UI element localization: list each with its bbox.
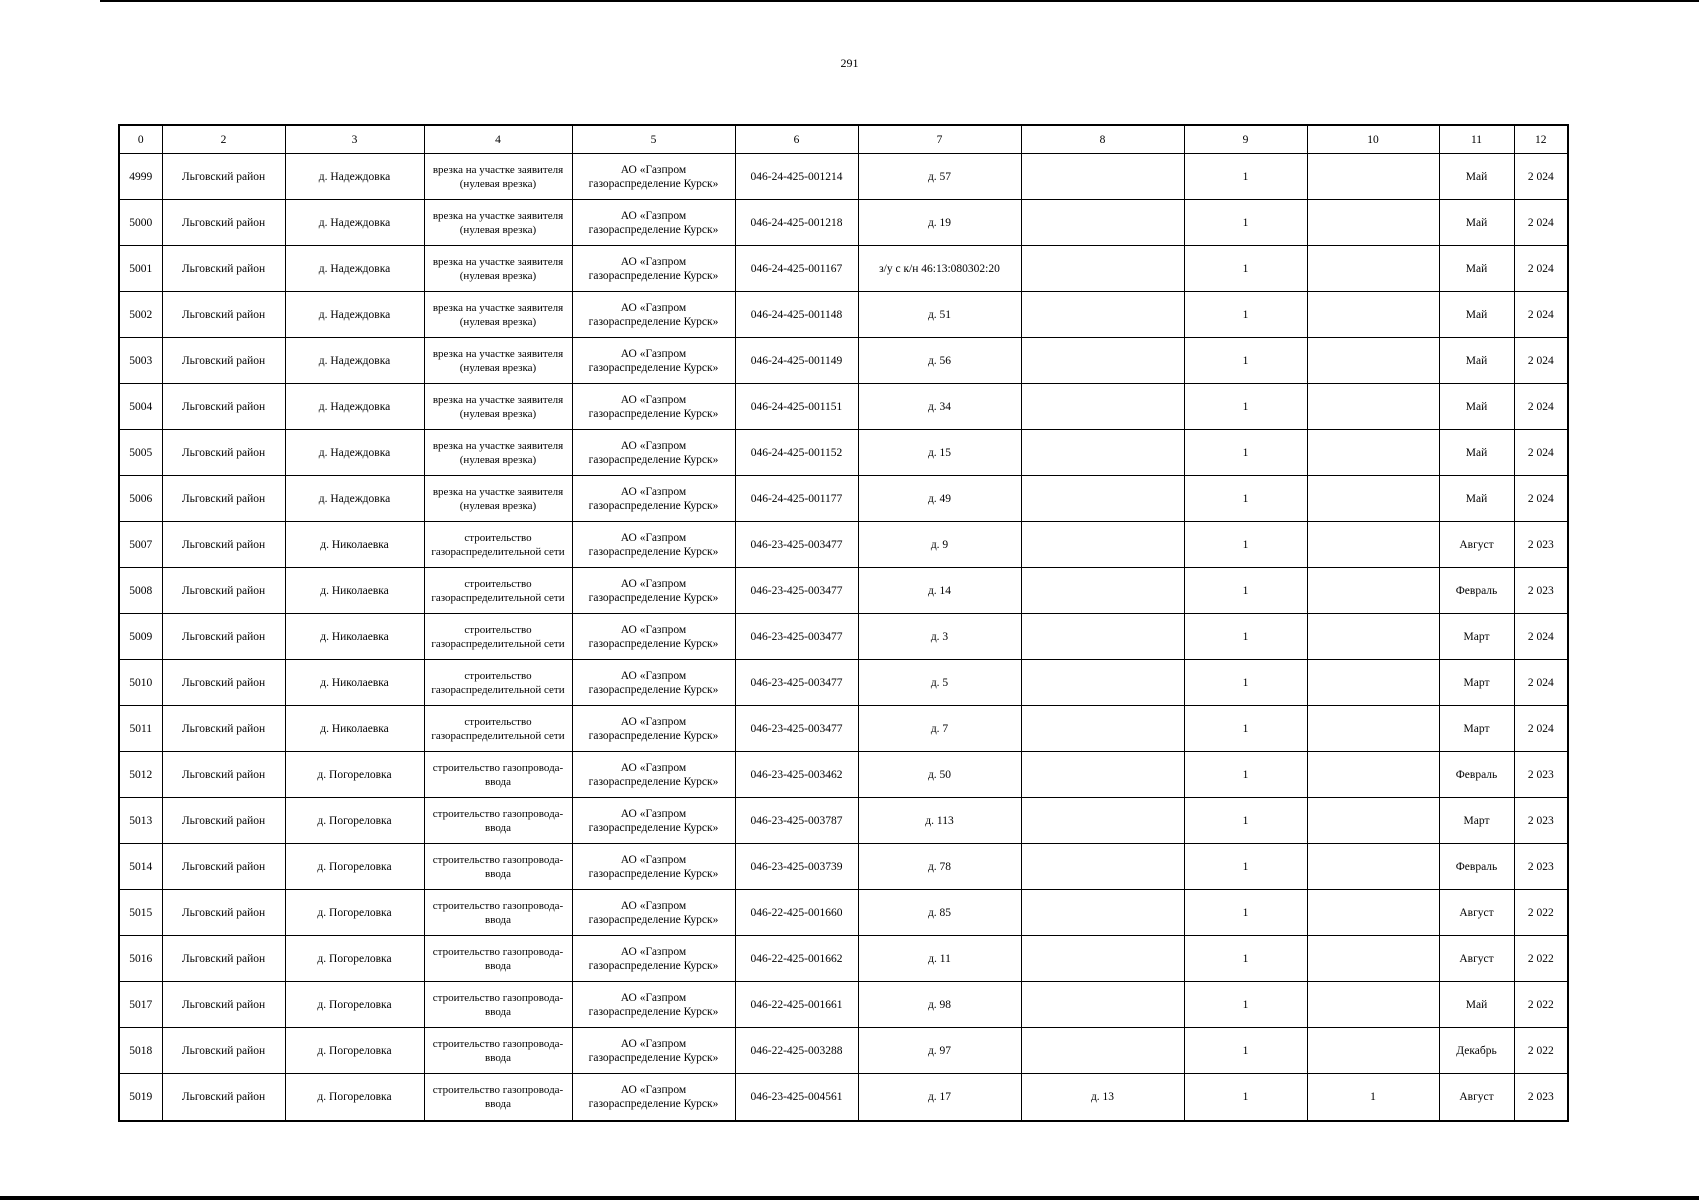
year-cell: 2 024 [1514, 246, 1568, 292]
district-cell: Льговский район [162, 154, 285, 200]
code-cell: 046-22-425-001660 [735, 890, 858, 936]
table-row [119, 660, 1568, 706]
row-number-cell: 5005 [119, 430, 162, 476]
col10-cell [1307, 292, 1439, 338]
column-header: 3 [285, 125, 424, 154]
row-number-cell: 5000 [119, 200, 162, 246]
table-row [119, 292, 1568, 338]
year-cell: 2 024 [1514, 338, 1568, 384]
address-cell: з/у с к/н 46:13:080302:20 [858, 246, 1021, 292]
month-cell: Май [1439, 476, 1514, 522]
work-type-cell: строительство газораспределительной сети [424, 614, 572, 660]
year-cell: 2 024 [1514, 660, 1568, 706]
code-cell: 046-22-425-003288 [735, 1028, 858, 1074]
district-cell: Льговский район [162, 706, 285, 752]
code-cell: 046-23-425-003787 [735, 798, 858, 844]
column-header: 4 [424, 125, 572, 154]
col10-cell [1307, 752, 1439, 798]
address-cell: д. 7 [858, 706, 1021, 752]
col10-cell [1307, 982, 1439, 1028]
locality-cell: д. Надеждовка [285, 292, 424, 338]
month-cell: Август [1439, 522, 1514, 568]
address-cell: д. 51 [858, 292, 1021, 338]
locality-cell: д. Николаевка [285, 706, 424, 752]
column-header: 10 [1307, 125, 1439, 154]
col8-cell [1021, 430, 1184, 476]
address-cell: д. 34 [858, 384, 1021, 430]
district-cell: Льговский район [162, 890, 285, 936]
work-type-cell: врезка на участке заявителя (нулевая врезка) [424, 384, 572, 430]
work-type-cell: строительство газораспределительной сети [424, 660, 572, 706]
address-cell: д. 98 [858, 982, 1021, 1028]
col9-cell: 1 [1184, 338, 1307, 384]
work-type-cell: врезка на участке заявителя (нулевая врезка) [424, 338, 572, 384]
locality-cell: д. Надеждовка [285, 338, 424, 384]
row-number-cell: 5007 [119, 522, 162, 568]
col10-cell [1307, 246, 1439, 292]
code-cell: 046-23-425-003477 [735, 660, 858, 706]
year-cell: 2 022 [1514, 982, 1568, 1028]
bottom-rule [0, 1196, 1699, 1200]
row-number-cell: 5018 [119, 1028, 162, 1074]
month-cell: Март [1439, 798, 1514, 844]
month-cell: Август [1439, 1074, 1514, 1122]
col9-cell: 1 [1184, 614, 1307, 660]
col8-cell [1021, 476, 1184, 522]
col9-cell: 1 [1184, 706, 1307, 752]
organization-cell: АО «Газпром газораспределение Курск» [572, 844, 735, 890]
organization-cell: АО «Газпром газораспределение Курск» [572, 798, 735, 844]
col10-cell [1307, 476, 1439, 522]
organization-cell: АО «Газпром газораспределение Курск» [572, 706, 735, 752]
code-cell: 046-24-425-001151 [735, 384, 858, 430]
district-cell: Льговский район [162, 660, 285, 706]
locality-cell: д. Погореловка [285, 844, 424, 890]
col8-cell [1021, 154, 1184, 200]
row-number-cell: 5014 [119, 844, 162, 890]
code-cell: 046-24-425-001152 [735, 430, 858, 476]
col10-cell [1307, 200, 1439, 246]
column-header: 7 [858, 125, 1021, 154]
year-cell: 2 024 [1514, 614, 1568, 660]
locality-cell: д. Николаевка [285, 568, 424, 614]
col10-cell [1307, 522, 1439, 568]
work-type-cell: врезка на участке заявителя (нулевая врезка) [424, 200, 572, 246]
col10-cell [1307, 706, 1439, 752]
month-cell: Май [1439, 430, 1514, 476]
col8-cell [1021, 798, 1184, 844]
code-cell: 046-24-425-001167 [735, 246, 858, 292]
district-cell: Льговский район [162, 200, 285, 246]
address-cell: д. 11 [858, 936, 1021, 982]
col10-cell [1307, 1028, 1439, 1074]
month-cell: Май [1439, 384, 1514, 430]
table-row [119, 1074, 1568, 1122]
district-cell: Льговский район [162, 384, 285, 430]
col8-cell [1021, 890, 1184, 936]
organization-cell: АО «Газпром газораспределение Курск» [572, 430, 735, 476]
work-type-cell: врезка на участке заявителя (нулевая врезка) [424, 430, 572, 476]
month-cell: Март [1439, 660, 1514, 706]
organization-cell: АО «Газпром газораспределение Курск» [572, 522, 735, 568]
month-cell: Май [1439, 292, 1514, 338]
year-cell: 2 024 [1514, 476, 1568, 522]
work-type-cell: строительство газопровода-ввода [424, 936, 572, 982]
district-cell: Льговский район [162, 1028, 285, 1074]
organization-cell: АО «Газпром газораспределение Курск» [572, 292, 735, 338]
month-cell: Март [1439, 614, 1514, 660]
work-type-cell: строительство газораспределительной сети [424, 522, 572, 568]
work-type-cell: строительство газопровода-ввода [424, 1074, 572, 1122]
year-cell: 2 023 [1514, 798, 1568, 844]
code-cell: 046-24-425-001177 [735, 476, 858, 522]
work-type-cell: строительство газораспределительной сети [424, 706, 572, 752]
col10-cell [1307, 338, 1439, 384]
locality-cell: д. Надеждовка [285, 384, 424, 430]
column-header: 0 [119, 125, 162, 154]
table-row [119, 982, 1568, 1028]
col8-cell [1021, 752, 1184, 798]
col8-cell [1021, 1028, 1184, 1074]
column-header: 2 [162, 125, 285, 154]
district-cell: Льговский район [162, 430, 285, 476]
table-row [119, 614, 1568, 660]
address-cell: д. 50 [858, 752, 1021, 798]
locality-cell: д. Погореловка [285, 1074, 424, 1122]
locality-cell: д. Погореловка [285, 982, 424, 1028]
organization-cell: АО «Газпром газораспределение Курск» [572, 384, 735, 430]
locality-cell: д. Николаевка [285, 660, 424, 706]
row-number-cell: 5001 [119, 246, 162, 292]
col8-cell [1021, 384, 1184, 430]
work-type-cell: строительство газопровода-ввода [424, 844, 572, 890]
col10-cell [1307, 660, 1439, 706]
header-row [119, 125, 1568, 154]
year-cell: 2 022 [1514, 1028, 1568, 1074]
work-type-cell: строительство газопровода-ввода [424, 982, 572, 1028]
code-cell: 046-23-425-004561 [735, 1074, 858, 1122]
col9-cell: 1 [1184, 200, 1307, 246]
col8-cell [1021, 660, 1184, 706]
table-row [119, 154, 1568, 200]
locality-cell: д. Николаевка [285, 522, 424, 568]
row-number-cell: 5012 [119, 752, 162, 798]
work-type-cell: строительство газопровода-ввода [424, 1028, 572, 1074]
year-cell: 2 022 [1514, 936, 1568, 982]
district-cell: Льговский район [162, 338, 285, 384]
col9-cell: 1 [1184, 476, 1307, 522]
work-type-cell: строительство газопровода-ввода [424, 890, 572, 936]
col10-cell [1307, 430, 1439, 476]
table-row [119, 246, 1568, 292]
address-cell: д. 78 [858, 844, 1021, 890]
col10-cell [1307, 844, 1439, 890]
row-number-cell: 5019 [119, 1074, 162, 1122]
district-cell: Льговский район [162, 936, 285, 982]
col9-cell: 1 [1184, 982, 1307, 1028]
column-header: 8 [1021, 125, 1184, 154]
address-cell: д. 9 [858, 522, 1021, 568]
top-rule [100, 0, 1699, 2]
month-cell: Май [1439, 246, 1514, 292]
col10-cell [1307, 568, 1439, 614]
code-cell: 046-24-425-001218 [735, 200, 858, 246]
organization-cell: АО «Газпром газораспределение Курск» [572, 1074, 735, 1122]
address-cell: д. 56 [858, 338, 1021, 384]
col9-cell: 1 [1184, 890, 1307, 936]
organization-cell: АО «Газпром газораспределение Курск» [572, 476, 735, 522]
col9-cell: 1 [1184, 936, 1307, 982]
col8-cell [1021, 568, 1184, 614]
month-cell: Февраль [1439, 752, 1514, 798]
address-cell: д. 14 [858, 568, 1021, 614]
col8-cell [1021, 200, 1184, 246]
code-cell: 046-23-425-003477 [735, 614, 858, 660]
district-cell: Льговский район [162, 292, 285, 338]
code-cell: 046-22-425-001662 [735, 936, 858, 982]
row-number-cell: 5011 [119, 706, 162, 752]
col8-cell: д. 13 [1021, 1074, 1184, 1122]
col9-cell: 1 [1184, 384, 1307, 430]
code-cell: 046-23-425-003462 [735, 752, 858, 798]
col10-cell: 1 [1307, 1074, 1439, 1122]
code-cell: 046-24-425-001149 [735, 338, 858, 384]
col8-cell [1021, 706, 1184, 752]
district-cell: Льговский район [162, 1074, 285, 1122]
col8-cell [1021, 982, 1184, 1028]
month-cell: Август [1439, 936, 1514, 982]
organization-cell: АО «Газпром газораспределение Курск» [572, 936, 735, 982]
row-number-cell: 5015 [119, 890, 162, 936]
district-cell: Льговский район [162, 476, 285, 522]
row-number-cell: 5006 [119, 476, 162, 522]
table-row [119, 752, 1568, 798]
district-cell: Льговский район [162, 568, 285, 614]
col9-cell: 1 [1184, 798, 1307, 844]
district-cell: Льговский район [162, 844, 285, 890]
column-header: 9 [1184, 125, 1307, 154]
organization-cell: АО «Газпром газораспределение Курск» [572, 982, 735, 1028]
locality-cell: д. Погореловка [285, 752, 424, 798]
address-cell: д. 5 [858, 660, 1021, 706]
locality-cell: д. Надеждовка [285, 430, 424, 476]
year-cell: 2 023 [1514, 568, 1568, 614]
table-body [119, 154, 1568, 1122]
col10-cell [1307, 936, 1439, 982]
locality-cell: д. Надеждовка [285, 200, 424, 246]
locality-cell: д. Надеждовка [285, 246, 424, 292]
row-number-cell: 5010 [119, 660, 162, 706]
locality-cell: д. Надеждовка [285, 476, 424, 522]
col9-cell: 1 [1184, 246, 1307, 292]
year-cell: 2 023 [1514, 522, 1568, 568]
code-cell: 046-24-425-001214 [735, 154, 858, 200]
district-cell: Льговский район [162, 982, 285, 1028]
year-cell: 2 022 [1514, 890, 1568, 936]
work-type-cell: строительство газораспределительной сети [424, 568, 572, 614]
organization-cell: АО «Газпром газораспределение Курск» [572, 1028, 735, 1074]
col9-cell: 1 [1184, 292, 1307, 338]
organization-cell: АО «Газпром газораспределение Курск» [572, 660, 735, 706]
column-header: 11 [1439, 125, 1514, 154]
table-row [119, 522, 1568, 568]
month-cell: Декабрь [1439, 1028, 1514, 1074]
organization-cell: АО «Газпром газораспределение Курск» [572, 890, 735, 936]
col8-cell [1021, 614, 1184, 660]
row-number-cell: 5017 [119, 982, 162, 1028]
col9-cell: 1 [1184, 154, 1307, 200]
organization-cell: АО «Газпром газораспределение Курск» [572, 614, 735, 660]
locality-cell: д. Погореловка [285, 1028, 424, 1074]
col9-cell: 1 [1184, 752, 1307, 798]
col10-cell [1307, 154, 1439, 200]
table-row [119, 936, 1568, 982]
table-row [119, 706, 1568, 752]
organization-cell: АО «Газпром газораспределение Курск» [572, 246, 735, 292]
col8-cell [1021, 522, 1184, 568]
month-cell: Март [1439, 706, 1514, 752]
year-cell: 2 024 [1514, 154, 1568, 200]
district-cell: Льговский район [162, 752, 285, 798]
locality-cell: д. Погореловка [285, 798, 424, 844]
year-cell: 2 024 [1514, 292, 1568, 338]
address-cell: д. 85 [858, 890, 1021, 936]
table-row [119, 430, 1568, 476]
district-cell: Льговский район [162, 614, 285, 660]
code-cell: 046-23-425-003477 [735, 522, 858, 568]
address-cell: д. 17 [858, 1074, 1021, 1122]
table-row [119, 1028, 1568, 1074]
year-cell: 2 024 [1514, 200, 1568, 246]
organization-cell: АО «Газпром газораспределение Курск» [572, 568, 735, 614]
locality-cell: д. Погореловка [285, 936, 424, 982]
row-number-cell: 5009 [119, 614, 162, 660]
work-type-cell: врезка на участке заявителя (нулевая врезка) [424, 246, 572, 292]
year-cell: 2 024 [1514, 384, 1568, 430]
month-cell: Май [1439, 338, 1514, 384]
organization-cell: АО «Газпром газораспределение Курск» [572, 154, 735, 200]
column-header: 12 [1514, 125, 1568, 154]
register-table [118, 124, 1569, 1122]
code-cell: 046-23-425-003739 [735, 844, 858, 890]
month-cell: Май [1439, 154, 1514, 200]
column-header: 5 [572, 125, 735, 154]
row-number-cell: 5004 [119, 384, 162, 430]
work-type-cell: строительство газопровода-ввода [424, 798, 572, 844]
year-cell: 2 024 [1514, 430, 1568, 476]
work-type-cell: врезка на участке заявителя (нулевая врезка) [424, 476, 572, 522]
locality-cell: д. Надеждовка [285, 154, 424, 200]
col9-cell: 1 [1184, 522, 1307, 568]
organization-cell: АО «Газпром газораспределение Курск» [572, 200, 735, 246]
row-number-cell: 5002 [119, 292, 162, 338]
address-cell: д. 15 [858, 430, 1021, 476]
organization-cell: АО «Газпром газораспределение Курск» [572, 752, 735, 798]
work-type-cell: врезка на участке заявителя (нулевая врезка) [424, 292, 572, 338]
code-cell: 046-24-425-001148 [735, 292, 858, 338]
col8-cell [1021, 936, 1184, 982]
table-row [119, 568, 1568, 614]
address-cell: д. 49 [858, 476, 1021, 522]
address-cell: д. 3 [858, 614, 1021, 660]
year-cell: 2 023 [1514, 752, 1568, 798]
row-number-cell: 5013 [119, 798, 162, 844]
work-type-cell: врезка на участке заявителя (нулевая врезка) [424, 154, 572, 200]
table-row [119, 476, 1568, 522]
year-cell: 2 024 [1514, 706, 1568, 752]
district-cell: Льговский район [162, 246, 285, 292]
col10-cell [1307, 890, 1439, 936]
month-cell: Август [1439, 890, 1514, 936]
code-cell: 046-22-425-001661 [735, 982, 858, 1028]
locality-cell: д. Погореловка [285, 890, 424, 936]
address-cell: д. 57 [858, 154, 1021, 200]
organization-cell: АО «Газпром газораспределение Курск» [572, 338, 735, 384]
col8-cell [1021, 246, 1184, 292]
row-number-cell: 5003 [119, 338, 162, 384]
month-cell: Февраль [1439, 844, 1514, 890]
col9-cell: 1 [1184, 660, 1307, 706]
table-row [119, 338, 1568, 384]
col9-cell: 1 [1184, 1028, 1307, 1074]
month-cell: Февраль [1439, 568, 1514, 614]
col10-cell [1307, 798, 1439, 844]
col10-cell [1307, 614, 1439, 660]
year-cell: 2 023 [1514, 844, 1568, 890]
page-number: 291 [840, 56, 859, 70]
address-cell: д. 113 [858, 798, 1021, 844]
month-cell: Май [1439, 982, 1514, 1028]
row-number-cell: 5008 [119, 568, 162, 614]
table-row [119, 890, 1568, 936]
col9-cell: 1 [1184, 1074, 1307, 1122]
code-cell: 046-23-425-003477 [735, 568, 858, 614]
month-cell: Май [1439, 200, 1514, 246]
row-number-cell: 4999 [119, 154, 162, 200]
district-cell: Льговский район [162, 522, 285, 568]
col9-cell: 1 [1184, 844, 1307, 890]
table-row [119, 384, 1568, 430]
col8-cell [1021, 338, 1184, 384]
row-number-cell: 5016 [119, 936, 162, 982]
district-cell: Льговский район [162, 798, 285, 844]
table-row [119, 798, 1568, 844]
address-cell: д. 19 [858, 200, 1021, 246]
table-row [119, 844, 1568, 890]
locality-cell: д. Николаевка [285, 614, 424, 660]
table-row [119, 200, 1568, 246]
col10-cell [1307, 384, 1439, 430]
address-cell: д. 97 [858, 1028, 1021, 1074]
col8-cell [1021, 292, 1184, 338]
column-header: 6 [735, 125, 858, 154]
col9-cell: 1 [1184, 430, 1307, 476]
code-cell: 046-23-425-003477 [735, 706, 858, 752]
col9-cell: 1 [1184, 568, 1307, 614]
work-type-cell: строительство газопровода-ввода [424, 752, 572, 798]
year-cell: 2 023 [1514, 1074, 1568, 1122]
col8-cell [1021, 844, 1184, 890]
